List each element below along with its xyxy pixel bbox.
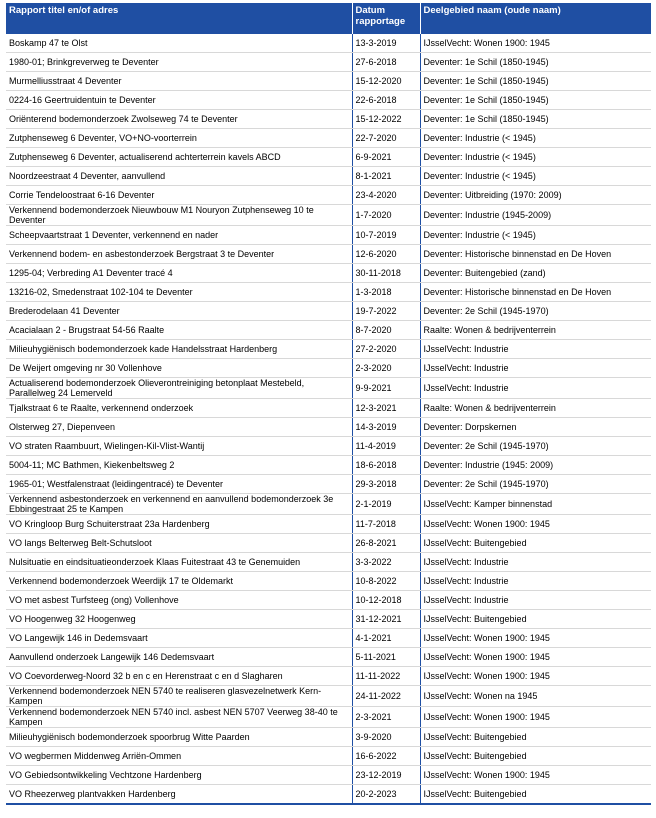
subarea-cell: IJsselVecht: Industrie <box>420 378 651 399</box>
subarea-cell: IJsselVecht: Wonen 1900: 1945 <box>420 629 651 648</box>
table-row <box>6 302 651 321</box>
subarea-cell: Deventer: 2e Schil (1945-1970) <box>420 302 651 321</box>
report-title-cell: 1295-04; Verbreding A1 Deventer tracé 4 <box>6 264 352 283</box>
table-row <box>6 72 651 91</box>
report-title-cell: Verkennend asbestonderzoek en verkennend en aanvullend bodemonderzoek 3e Ebbingestraat 25 te Kampen <box>6 494 352 515</box>
table-row <box>6 340 651 359</box>
table-body <box>6 34 651 804</box>
subarea-cell: IJsselVecht: Wonen na 1945 <box>420 686 651 707</box>
report-date-cell: 1-3-2018 <box>352 283 420 302</box>
subarea-cell: IJsselVecht: Buitengebied <box>420 728 651 747</box>
report-date-cell: 12-6-2020 <box>352 245 420 264</box>
report-date-cell: 15-12-2022 <box>352 110 420 129</box>
report-date-cell: 9-9-2021 <box>352 378 420 399</box>
subarea-cell: Deventer: Industrie (1945: 2009) <box>420 456 651 475</box>
table-row <box>6 399 651 418</box>
report-date-cell: 2-3-2020 <box>352 359 420 378</box>
table-row <box>6 205 651 226</box>
subarea-cell: Deventer: Historische binnenstad en De Hoven <box>420 245 651 264</box>
subarea-cell: Deventer: Historische binnenstad en De Hoven <box>420 283 651 302</box>
report-date-cell: 23-12-2019 <box>352 766 420 785</box>
report-date-cell: 22-7-2020 <box>352 129 420 148</box>
table-row <box>6 283 651 302</box>
subarea-cell: IJsselVecht: Wonen 1900: 1945 <box>420 648 651 667</box>
subarea-cell: IJsselVecht: Kamper binnenstad <box>420 494 651 515</box>
report-date-cell: 16-6-2022 <box>352 747 420 766</box>
report-date-cell: 3-3-2022 <box>352 553 420 572</box>
report-date-cell: 26-8-2021 <box>352 534 420 553</box>
report-date-cell: 23-4-2020 <box>352 186 420 205</box>
report-date-cell: 27-6-2018 <box>352 53 420 72</box>
report-date-cell: 20-2-2023 <box>352 785 420 805</box>
report-date-cell: 19-7-2022 <box>352 302 420 321</box>
report-date-cell: 1-7-2020 <box>352 205 420 226</box>
report-title-cell: Verkennend bodemonderzoek Weerdijk 17 te Oldemarkt <box>6 572 352 591</box>
table-row <box>6 34 651 53</box>
report-title-cell: Noordzeestraat 4 Deventer, aanvullend <box>6 167 352 186</box>
table-row <box>6 226 651 245</box>
subarea-cell: Deventer: Dorpskernen <box>420 418 651 437</box>
report-date-cell: 2-1-2019 <box>352 494 420 515</box>
subarea-cell: IJsselVecht: Industrie <box>420 572 651 591</box>
report-date-cell: 10-8-2022 <box>352 572 420 591</box>
report-title-cell: Milieuhygiënisch bodemonderzoek kade Handelsstraat Hardenberg <box>6 340 352 359</box>
subarea-cell: Raalte: Wonen & bedrijventerrein <box>420 321 651 340</box>
report-title-cell: Acacialaan 2 - Brugstraat 54-56 Raalte <box>6 321 352 340</box>
table-row <box>6 707 651 728</box>
subarea-cell: Deventer: 1e Schil (1850-1945) <box>420 110 651 129</box>
subarea-cell: IJsselVecht: Buitengebied <box>420 747 651 766</box>
table-row <box>6 245 651 264</box>
header-row <box>6 3 651 34</box>
subarea-cell: Deventer: 2e Schil (1945-1970) <box>420 437 651 456</box>
table-row <box>6 475 651 494</box>
subarea-cell: IJsselVecht: Wonen 1900: 1945 <box>420 667 651 686</box>
table-row <box>6 359 651 378</box>
subarea-cell: IJsselVecht: Buitengebied <box>420 785 651 805</box>
table-row <box>6 110 651 129</box>
report-title-cell: Verkennend bodem- en asbestonderzoek Bergstraat 3 te Deventer <box>6 245 352 264</box>
report-title-cell: VO Gebiedsontwikkeling Vechtzone Hardenberg <box>6 766 352 785</box>
table-row <box>6 686 651 707</box>
subarea-cell: IJsselVecht: Wonen 1900: 1945 <box>420 766 651 785</box>
subarea-cell: Deventer: Industrie (< 1945) <box>420 148 651 167</box>
table-row <box>6 418 651 437</box>
report-title-cell: VO Rheezerweg plantvakken Hardenberg <box>6 785 352 805</box>
table-row <box>6 572 651 591</box>
table-row <box>6 648 651 667</box>
table-row <box>6 437 651 456</box>
report-title-cell: VO wegbermen Middenweg Arriën-Ommen <box>6 747 352 766</box>
table-row <box>6 456 651 475</box>
report-table-container <box>6 3 651 805</box>
report-title-cell: 1965-01; Westfalenstraat (leidingentracé) te Deventer <box>6 475 352 494</box>
subarea-cell: Deventer: Buitengebied (zand) <box>420 264 651 283</box>
table-row <box>6 167 651 186</box>
report-date-cell: 22-6-2018 <box>352 91 420 110</box>
table-row <box>6 785 651 805</box>
table-row <box>6 728 651 747</box>
report-title-cell: Verkennend bodemonderzoek NEN 5740 incl. asbest NEN 5707 Veerweg 38-40 te Kampen <box>6 707 352 728</box>
report-title-cell: Olsterweg 27, Diepenveen <box>6 418 352 437</box>
subarea-cell: Deventer: Industrie (< 1945) <box>420 167 651 186</box>
subarea-cell: IJsselVecht: Wonen 1900: 1945 <box>420 515 651 534</box>
report-title-cell: Scheepvaartstraat 1 Deventer, verkennend en nader <box>6 226 352 245</box>
subarea-cell: Deventer: 1e Schil (1850-1945) <box>420 53 651 72</box>
report-title-cell: Murmelliusstraat 4 Deventer <box>6 72 352 91</box>
report-title-cell: Verkennend bodemonderzoek Nieuwbouw M1 Nouryon Zutphenseweg 10 te Deventer <box>6 205 352 226</box>
report-title-cell: VO straten Raambuurt, Wielingen-Kil-Vlist-Wantij <box>6 437 352 456</box>
subarea-cell: Deventer: Industrie (< 1945) <box>420 129 651 148</box>
report-date-cell: 15-12-2020 <box>352 72 420 91</box>
report-title-cell: Zutphenseweg 6 Deventer, VO+NO-voorterrein <box>6 129 352 148</box>
report-title-cell: Brederodelaan 41 Deventer <box>6 302 352 321</box>
subarea-cell: IJsselVecht: Wonen 1900: 1945 <box>420 34 651 53</box>
subarea-cell: Raalte: Wonen & bedrijventerrein <box>420 399 651 418</box>
report-date-cell: 27-2-2020 <box>352 340 420 359</box>
table-row <box>6 129 651 148</box>
subarea-cell: Deventer: Industrie (1945-2009) <box>420 205 651 226</box>
report-date-cell: 2-3-2021 <box>352 707 420 728</box>
subarea-cell: Deventer: Industrie (< 1945) <box>420 226 651 245</box>
report-date-cell: 3-9-2020 <box>352 728 420 747</box>
subarea-cell: IJsselVecht: Buitengebied <box>420 534 651 553</box>
table-row <box>6 747 651 766</box>
report-title-cell: De Weijert omgeving nr 30 Vollenhove <box>6 359 352 378</box>
report-title-cell: VO Kringloop Burg Schuiterstraat 23a Hardenberg <box>6 515 352 534</box>
report-date-cell: 31-12-2021 <box>352 610 420 629</box>
report-date-cell: 13-3-2019 <box>352 34 420 53</box>
table-row <box>6 264 651 283</box>
table-row <box>6 553 651 572</box>
report-date-cell: 14-3-2019 <box>352 418 420 437</box>
report-date-cell: 10-7-2019 <box>352 226 420 245</box>
table-row <box>6 515 651 534</box>
report-title-cell: Tjalkstraat 6 te Raalte, verkennend onderzoek <box>6 399 352 418</box>
subarea-cell: IJsselVecht: Industrie <box>420 591 651 610</box>
subarea-cell: IJsselVecht: Industrie <box>420 553 651 572</box>
report-date-cell: 11-11-2022 <box>352 667 420 686</box>
subarea-cell: IJsselVecht: Industrie <box>420 359 651 378</box>
table-row <box>6 91 651 110</box>
table-row <box>6 629 651 648</box>
report-title-cell: Aanvullend onderzoek Langewijk 146 Dedemsvaart <box>6 648 352 667</box>
report-title-cell: Oriënterend bodemonderzoek Zwolseweg 74 te Deventer <box>6 110 352 129</box>
subarea-cell: Deventer: 1e Schil (1850-1945) <box>420 91 651 110</box>
report-date-cell: 29-3-2018 <box>352 475 420 494</box>
subarea-cell: IJsselVecht: Wonen 1900: 1945 <box>420 707 651 728</box>
report-date-cell: 6-9-2021 <box>352 148 420 167</box>
header-report-title: Rapport titel en/of adres <box>6 3 352 34</box>
table-row <box>6 53 651 72</box>
report-date-cell: 11-7-2018 <box>352 515 420 534</box>
report-title-cell: VO met asbest Turfsteeg (ong) Vollenhove <box>6 591 352 610</box>
report-date-cell: 8-7-2020 <box>352 321 420 340</box>
table-row <box>6 766 651 785</box>
table-row <box>6 148 651 167</box>
table-row <box>6 494 651 515</box>
report-title-cell: Zutphenseweg 6 Deventer, actualiserend achterterrein kavels ABCD <box>6 148 352 167</box>
report-title-cell: 5004-11; MC Bathmen, Kiekenbeltsweg 2 <box>6 456 352 475</box>
table-row <box>6 378 651 399</box>
report-title-cell: VO Hoogenweg 32 Hoogenweg <box>6 610 352 629</box>
subarea-cell: IJsselVecht: Buitengebied <box>420 610 651 629</box>
subarea-cell: IJsselVecht: Industrie <box>420 340 651 359</box>
report-title-cell: VO Langewijk 146 in Dedemsvaart <box>6 629 352 648</box>
report-title-cell: VO Coevorderweg-Noord 32 b en c en Herenstraat c en d Slagharen <box>6 667 352 686</box>
report-date-cell: 8-1-2021 <box>352 167 420 186</box>
report-title-cell: Verkennend bodemonderzoek NEN 5740 te realiseren glasvezelnetwerk Kern-Kampen <box>6 686 352 707</box>
report-title-cell: Nulsituatie en eindsituatieonderzoek Klaas Fuitestraat 43 te Genemuiden <box>6 553 352 572</box>
report-date-cell: 24-11-2022 <box>352 686 420 707</box>
report-title-cell: 13216-02, Smedenstraat 102-104 te Deventer <box>6 283 352 302</box>
header-report-date: Datum rapportage <box>352 3 420 34</box>
table-row <box>6 667 651 686</box>
report-title-cell: Boskamp 47 te Olst <box>6 34 352 53</box>
subarea-cell: Deventer: 2e Schil (1945-1970) <box>420 475 651 494</box>
report-title-cell: Milieuhygiënisch bodemonderzoek spoorbrug Witte Paarden <box>6 728 352 747</box>
table-header <box>6 3 651 34</box>
report-title-cell: 1980-01; Brinkgreverweg te Deventer <box>6 53 352 72</box>
subarea-cell: Deventer: 1e Schil (1850-1945) <box>420 72 651 91</box>
report-date-cell: 5-11-2021 <box>352 648 420 667</box>
subarea-cell: Deventer: Uitbreiding (1970: 2009) <box>420 186 651 205</box>
report-date-cell: 30-11-2018 <box>352 264 420 283</box>
report-title-cell: 0224-16 Geertruidentuin te Deventer <box>6 91 352 110</box>
report-date-cell: 12-3-2021 <box>352 399 420 418</box>
report-table <box>6 3 651 805</box>
table-row <box>6 591 651 610</box>
table-row <box>6 610 651 629</box>
header-subarea-name: Deelgebied naam (oude naam) <box>420 3 651 34</box>
table-row <box>6 534 651 553</box>
report-title-cell: VO langs Belterweg Belt-Schutsloot <box>6 534 352 553</box>
report-title-cell: Corrie Tendeloostraat 6-16 Deventer <box>6 186 352 205</box>
report-date-cell: 18-6-2018 <box>352 456 420 475</box>
report-date-cell: 10-12-2018 <box>352 591 420 610</box>
table-row <box>6 186 651 205</box>
report-date-cell: 11-4-2019 <box>352 437 420 456</box>
report-title-cell: Actualiserend bodemonderzoek Olieverontreiniging betonplaat Mestebeld, Parallelweg 24 Lemerveld <box>6 378 352 399</box>
report-date-cell: 4-1-2021 <box>352 629 420 648</box>
table-row <box>6 321 651 340</box>
